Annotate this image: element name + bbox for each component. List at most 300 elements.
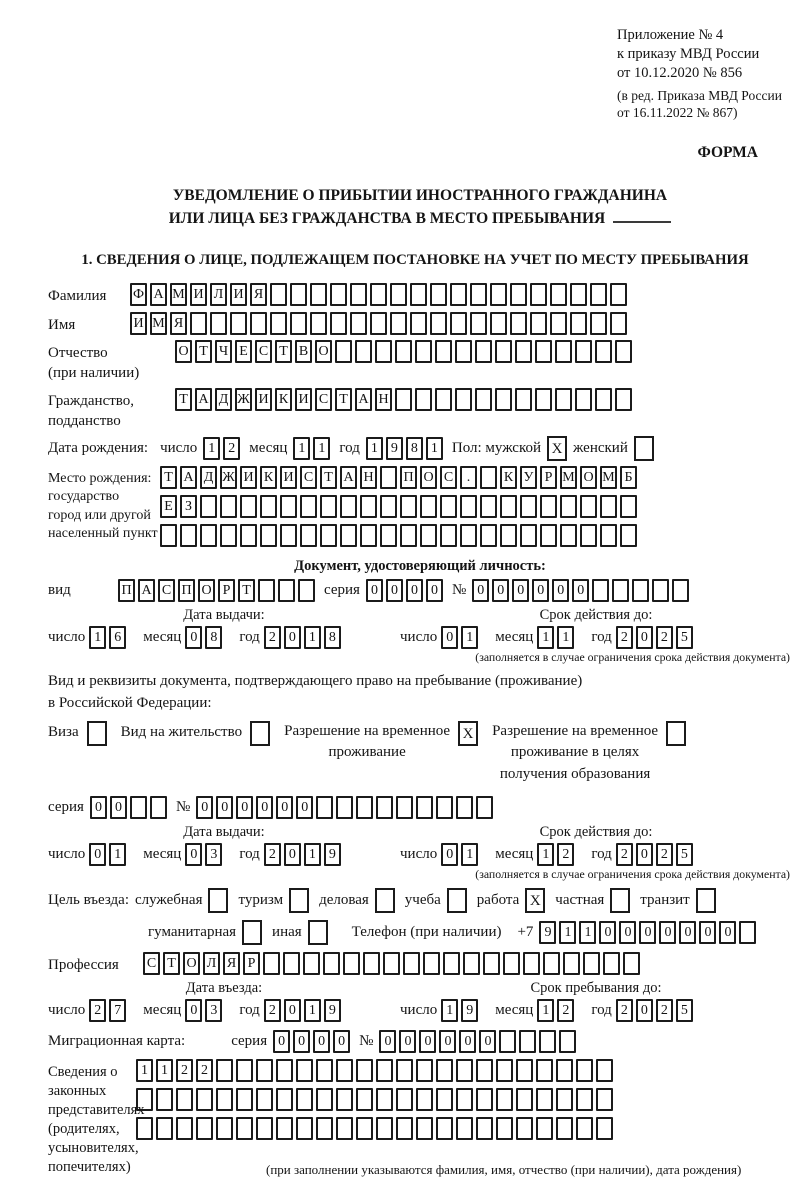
char-cell[interactable]: 0 (459, 1030, 476, 1053)
char-cell[interactable] (456, 796, 473, 819)
char-cell[interactable] (270, 312, 287, 335)
char-cell[interactable]: Е (160, 495, 177, 518)
char-cell[interactable]: 1 (136, 1059, 153, 1082)
char-cell[interactable] (336, 1059, 353, 1082)
char-cell[interactable]: 0 (313, 1030, 330, 1053)
char-cell[interactable] (280, 524, 297, 547)
char-cell[interactable]: Ж (235, 388, 252, 411)
char-cell[interactable] (320, 524, 337, 547)
char-cell[interactable]: 1 (89, 626, 106, 649)
char-cell[interactable]: 0 (441, 626, 458, 649)
char-cell[interactable] (336, 1117, 353, 1140)
char-cell[interactable]: И (280, 466, 297, 489)
char-cell[interactable] (470, 312, 487, 335)
char-cell[interactable] (590, 283, 607, 306)
char-cell[interactable] (540, 495, 557, 518)
char-cell[interactable] (430, 283, 447, 306)
char-cell[interactable]: М (150, 312, 167, 335)
char-cell[interactable] (150, 796, 167, 819)
char-cell[interactable]: 1 (426, 437, 443, 460)
char-cell[interactable]: П (400, 466, 417, 489)
char-cell[interactable]: И (130, 312, 147, 335)
char-cell[interactable] (263, 952, 280, 975)
char-cell[interactable]: 0 (532, 579, 549, 602)
char-cell[interactable]: 9 (386, 437, 403, 460)
char-cell[interactable]: 2 (176, 1059, 193, 1082)
char-cell[interactable] (652, 579, 669, 602)
char-cell[interactable] (536, 1117, 553, 1140)
char-cell[interactable]: 0 (699, 921, 716, 944)
char-cell[interactable] (523, 952, 540, 975)
char-cell[interactable] (276, 1088, 293, 1111)
char-cell[interactable]: 0 (406, 579, 423, 602)
char-cell[interactable] (555, 340, 572, 363)
char-cell[interactable] (739, 921, 756, 944)
char-cell[interactable] (130, 796, 147, 819)
char-cell[interactable] (276, 1117, 293, 1140)
char-cell[interactable] (570, 283, 587, 306)
char-cell[interactable] (592, 579, 609, 602)
char-cell[interactable] (583, 952, 600, 975)
char-cell[interactable] (296, 1117, 313, 1140)
char-cell[interactable] (516, 1088, 533, 1111)
char-cell[interactable]: 2 (223, 437, 240, 460)
char-cell[interactable]: Е (235, 340, 252, 363)
char-cell[interactable] (240, 524, 257, 547)
char-cell[interactable]: С (440, 466, 457, 489)
char-cell[interactable] (260, 524, 277, 547)
char-cell[interactable]: А (195, 388, 212, 411)
char-cell[interactable] (156, 1088, 173, 1111)
char-cell[interactable]: И (190, 283, 207, 306)
purpose-humanitarian-checkbox[interactable] (242, 920, 262, 945)
char-cell[interactable]: 0 (185, 843, 202, 866)
char-cell[interactable]: 0 (719, 921, 736, 944)
char-cell[interactable]: 9 (539, 921, 556, 944)
char-cell[interactable]: 2 (196, 1059, 213, 1082)
char-cell[interactable] (276, 1059, 293, 1082)
char-cell[interactable]: 5 (676, 999, 693, 1022)
char-cell[interactable]: 0 (276, 796, 293, 819)
char-cell[interactable] (600, 495, 617, 518)
char-cell[interactable] (383, 952, 400, 975)
char-cell[interactable] (436, 1088, 453, 1111)
char-cell[interactable] (340, 524, 357, 547)
char-cell[interactable]: 2 (89, 999, 106, 1022)
char-cell[interactable] (580, 524, 597, 547)
char-cell[interactable]: А (138, 579, 155, 602)
char-cell[interactable]: 0 (89, 843, 106, 866)
char-cell[interactable] (543, 952, 560, 975)
char-cell[interactable] (576, 1059, 593, 1082)
char-cell[interactable] (196, 1088, 213, 1111)
char-cell[interactable] (230, 312, 247, 335)
char-cell[interactable]: Р (540, 466, 557, 489)
char-cell[interactable]: 3 (205, 843, 222, 866)
char-cell[interactable] (416, 1088, 433, 1111)
char-cell[interactable]: 0 (236, 796, 253, 819)
char-cell[interactable] (595, 388, 612, 411)
char-cell[interactable] (336, 796, 353, 819)
char-cell[interactable] (370, 283, 387, 306)
char-cell[interactable] (456, 1059, 473, 1082)
char-cell[interactable]: Ч (215, 340, 232, 363)
char-cell[interactable] (396, 1059, 413, 1082)
char-cell[interactable]: И (230, 283, 247, 306)
char-cell[interactable]: 0 (284, 626, 301, 649)
char-cell[interactable] (470, 283, 487, 306)
char-cell[interactable] (403, 952, 420, 975)
char-cell[interactable]: О (315, 340, 332, 363)
char-cell[interactable]: 0 (636, 999, 653, 1022)
purpose-business-trip-checkbox[interactable] (208, 888, 228, 913)
char-cell[interactable]: 0 (639, 921, 656, 944)
char-cell[interactable]: 2 (264, 999, 281, 1022)
char-cell[interactable] (300, 524, 317, 547)
char-cell[interactable] (258, 579, 275, 602)
char-cell[interactable] (370, 312, 387, 335)
char-cell[interactable]: 0 (293, 1030, 310, 1053)
char-cell[interactable]: 0 (572, 579, 589, 602)
purpose-other-checkbox[interactable] (308, 920, 328, 945)
char-cell[interactable]: М (560, 466, 577, 489)
char-cell[interactable] (450, 283, 467, 306)
char-cell[interactable]: 0 (399, 1030, 416, 1053)
char-cell[interactable] (455, 388, 472, 411)
char-cell[interactable] (296, 1088, 313, 1111)
char-cell[interactable] (430, 312, 447, 335)
char-cell[interactable] (220, 495, 237, 518)
char-cell[interactable] (360, 495, 377, 518)
char-cell[interactable]: 8 (406, 437, 423, 460)
char-cell[interactable]: А (180, 466, 197, 489)
char-cell[interactable] (316, 796, 333, 819)
char-cell[interactable]: 2 (264, 843, 281, 866)
char-cell[interactable] (320, 495, 337, 518)
char-cell[interactable] (216, 1059, 233, 1082)
char-cell[interactable] (396, 796, 413, 819)
char-cell[interactable]: 0 (419, 1030, 436, 1053)
char-cell[interactable]: О (580, 466, 597, 489)
char-cell[interactable] (500, 495, 517, 518)
char-cell[interactable] (476, 1117, 493, 1140)
char-cell[interactable]: 6 (109, 626, 126, 649)
char-cell[interactable]: О (198, 579, 215, 602)
char-cell[interactable]: 1 (203, 437, 220, 460)
char-cell[interactable]: Т (175, 388, 192, 411)
char-cell[interactable] (240, 495, 257, 518)
char-cell[interactable] (450, 312, 467, 335)
char-cell[interactable] (220, 524, 237, 547)
char-cell[interactable] (520, 495, 537, 518)
char-cell[interactable] (160, 524, 177, 547)
char-cell[interactable]: 1 (304, 626, 321, 649)
char-cell[interactable] (463, 952, 480, 975)
char-cell[interactable] (380, 524, 397, 547)
char-cell[interactable]: Б (620, 466, 637, 489)
char-cell[interactable]: Р (243, 952, 260, 975)
char-cell[interactable]: 1 (537, 999, 554, 1022)
char-cell[interactable] (520, 524, 537, 547)
char-cell[interactable]: Т (238, 579, 255, 602)
char-cell[interactable] (570, 312, 587, 335)
char-cell[interactable] (615, 340, 632, 363)
char-cell[interactable] (390, 312, 407, 335)
char-cell[interactable] (443, 952, 460, 975)
char-cell[interactable] (436, 1117, 453, 1140)
char-cell[interactable]: 0 (379, 1030, 396, 1053)
char-cell[interactable] (323, 952, 340, 975)
char-cell[interactable] (416, 796, 433, 819)
char-cell[interactable] (410, 312, 427, 335)
char-cell[interactable]: 1 (537, 843, 554, 866)
char-cell[interactable]: У (520, 466, 537, 489)
char-cell[interactable] (278, 579, 295, 602)
char-cell[interactable]: 1 (304, 999, 321, 1022)
char-cell[interactable]: 1 (461, 626, 478, 649)
char-cell[interactable] (435, 340, 452, 363)
temp-residence-education-checkbox[interactable] (666, 721, 686, 746)
char-cell[interactable] (335, 340, 352, 363)
char-cell[interactable]: 2 (557, 843, 574, 866)
char-cell[interactable]: Т (275, 340, 292, 363)
char-cell[interactable] (376, 1088, 393, 1111)
char-cell[interactable] (210, 312, 227, 335)
char-cell[interactable] (515, 388, 532, 411)
char-cell[interactable]: 0 (386, 579, 403, 602)
char-cell[interactable] (156, 1117, 173, 1140)
char-cell[interactable] (510, 312, 527, 335)
char-cell[interactable] (490, 283, 507, 306)
char-cell[interactable] (280, 495, 297, 518)
char-cell[interactable] (560, 524, 577, 547)
char-cell[interactable] (530, 312, 547, 335)
char-cell[interactable] (456, 1088, 473, 1111)
char-cell[interactable] (298, 579, 315, 602)
char-cell[interactable] (356, 1059, 373, 1082)
char-cell[interactable] (236, 1117, 253, 1140)
char-cell[interactable] (483, 952, 500, 975)
char-cell[interactable] (410, 283, 427, 306)
char-cell[interactable]: И (255, 388, 272, 411)
char-cell[interactable] (416, 1117, 433, 1140)
char-cell[interactable] (632, 579, 649, 602)
char-cell[interactable] (190, 312, 207, 335)
char-cell[interactable] (600, 524, 617, 547)
char-cell[interactable] (436, 1059, 453, 1082)
temp-residence-checkbox[interactable]: X (458, 721, 478, 746)
char-cell[interactable] (356, 1088, 373, 1111)
purpose-work-checkbox[interactable]: X (525, 888, 545, 913)
char-cell[interactable] (200, 524, 217, 547)
char-cell[interactable] (380, 466, 397, 489)
char-cell[interactable]: 0 (439, 1030, 456, 1053)
char-cell[interactable]: А (355, 388, 372, 411)
char-cell[interactable] (380, 495, 397, 518)
char-cell[interactable]: К (500, 466, 517, 489)
char-cell[interactable] (595, 340, 612, 363)
char-cell[interactable]: 2 (656, 999, 673, 1022)
char-cell[interactable] (490, 312, 507, 335)
char-cell[interactable]: 1 (293, 437, 310, 460)
char-cell[interactable]: Р (218, 579, 235, 602)
char-cell[interactable]: 0 (333, 1030, 350, 1053)
char-cell[interactable]: 1 (537, 626, 554, 649)
char-cell[interactable] (440, 495, 457, 518)
char-cell[interactable] (495, 388, 512, 411)
char-cell[interactable]: 0 (366, 579, 383, 602)
char-cell[interactable] (423, 952, 440, 975)
char-cell[interactable]: О (183, 952, 200, 975)
char-cell[interactable] (355, 340, 372, 363)
char-cell[interactable] (556, 1117, 573, 1140)
char-cell[interactable] (316, 1117, 333, 1140)
char-cell[interactable] (550, 312, 567, 335)
char-cell[interactable] (296, 1059, 313, 1082)
char-cell[interactable]: Д (215, 388, 232, 411)
char-cell[interactable] (456, 1117, 473, 1140)
char-cell[interactable] (375, 340, 392, 363)
char-cell[interactable] (535, 340, 552, 363)
visa-checkbox[interactable] (87, 721, 107, 746)
char-cell[interactable]: 1 (559, 921, 576, 944)
char-cell[interactable] (216, 1117, 233, 1140)
char-cell[interactable]: 0 (599, 921, 616, 944)
char-cell[interactable] (395, 388, 412, 411)
char-cell[interactable]: 5 (676, 626, 693, 649)
char-cell[interactable] (416, 1059, 433, 1082)
char-cell[interactable]: С (158, 579, 175, 602)
char-cell[interactable] (519, 1030, 536, 1053)
char-cell[interactable]: Т (160, 466, 177, 489)
char-cell[interactable] (615, 388, 632, 411)
char-cell[interactable]: 7 (109, 999, 126, 1022)
char-cell[interactable] (480, 466, 497, 489)
char-cell[interactable] (290, 312, 307, 335)
char-cell[interactable] (499, 1030, 516, 1053)
char-cell[interactable]: 0 (196, 796, 213, 819)
char-cell[interactable] (576, 1117, 593, 1140)
char-cell[interactable]: Ж (220, 466, 237, 489)
char-cell[interactable]: 3 (205, 999, 222, 1022)
char-cell[interactable] (480, 524, 497, 547)
char-cell[interactable]: 2 (264, 626, 281, 649)
char-cell[interactable]: С (315, 388, 332, 411)
char-cell[interactable] (180, 524, 197, 547)
char-cell[interactable] (496, 1059, 513, 1082)
char-cell[interactable] (363, 952, 380, 975)
char-cell[interactable] (435, 388, 452, 411)
char-cell[interactable] (330, 283, 347, 306)
char-cell[interactable] (480, 495, 497, 518)
char-cell[interactable]: 2 (616, 843, 633, 866)
char-cell[interactable] (270, 283, 287, 306)
char-cell[interactable] (256, 1117, 273, 1140)
char-cell[interactable]: 1 (579, 921, 596, 944)
char-cell[interactable]: 9 (324, 843, 341, 866)
char-cell[interactable] (623, 952, 640, 975)
char-cell[interactable] (495, 340, 512, 363)
char-cell[interactable] (283, 952, 300, 975)
char-cell[interactable]: О (420, 466, 437, 489)
char-cell[interactable] (216, 1088, 233, 1111)
char-cell[interactable] (236, 1088, 253, 1111)
char-cell[interactable] (400, 495, 417, 518)
char-cell[interactable] (356, 796, 373, 819)
char-cell[interactable] (415, 388, 432, 411)
char-cell[interactable]: Ф (130, 283, 147, 306)
char-cell[interactable]: 0 (216, 796, 233, 819)
char-cell[interactable] (256, 1059, 273, 1082)
char-cell[interactable] (290, 283, 307, 306)
char-cell[interactable]: Т (163, 952, 180, 975)
char-cell[interactable]: 2 (557, 999, 574, 1022)
char-cell[interactable] (440, 524, 457, 547)
char-cell[interactable] (555, 388, 572, 411)
char-cell[interactable]: П (118, 579, 135, 602)
char-cell[interactable] (560, 495, 577, 518)
char-cell[interactable] (496, 1088, 513, 1111)
char-cell[interactable]: С (255, 340, 272, 363)
char-cell[interactable]: 1 (557, 626, 574, 649)
residence-permit-checkbox[interactable] (250, 721, 270, 746)
char-cell[interactable]: 0 (90, 796, 107, 819)
purpose-transit-checkbox[interactable] (696, 888, 716, 913)
char-cell[interactable] (310, 283, 327, 306)
char-cell[interactable] (260, 495, 277, 518)
char-cell[interactable] (436, 796, 453, 819)
char-cell[interactable]: 0 (472, 579, 489, 602)
char-cell[interactable]: . (460, 466, 477, 489)
char-cell[interactable] (603, 952, 620, 975)
char-cell[interactable] (672, 579, 689, 602)
char-cell[interactable] (580, 495, 597, 518)
char-cell[interactable] (196, 1117, 213, 1140)
char-cell[interactable] (475, 340, 492, 363)
purpose-business-checkbox[interactable] (375, 888, 395, 913)
char-cell[interactable]: 1 (366, 437, 383, 460)
char-cell[interactable] (360, 524, 377, 547)
char-cell[interactable]: Я (170, 312, 187, 335)
char-cell[interactable]: 1 (461, 843, 478, 866)
char-cell[interactable] (576, 1088, 593, 1111)
char-cell[interactable] (356, 1117, 373, 1140)
purpose-private-checkbox[interactable] (610, 888, 630, 913)
char-cell[interactable] (516, 1117, 533, 1140)
char-cell[interactable] (316, 1088, 333, 1111)
char-cell[interactable] (455, 340, 472, 363)
char-cell[interactable]: 0 (273, 1030, 290, 1053)
char-cell[interactable] (460, 524, 477, 547)
char-cell[interactable]: 0 (636, 626, 653, 649)
female-checkbox[interactable] (634, 436, 654, 461)
char-cell[interactable] (395, 340, 412, 363)
char-cell[interactable] (415, 340, 432, 363)
char-cell[interactable]: 9 (324, 999, 341, 1022)
char-cell[interactable]: 8 (205, 626, 222, 649)
char-cell[interactable]: М (170, 283, 187, 306)
char-cell[interactable]: 1 (441, 999, 458, 1022)
char-cell[interactable] (596, 1059, 613, 1082)
char-cell[interactable] (476, 796, 493, 819)
char-cell[interactable]: И (240, 466, 257, 489)
char-cell[interactable]: Я (250, 283, 267, 306)
char-cell[interactable] (596, 1117, 613, 1140)
char-cell[interactable]: 0 (659, 921, 676, 944)
char-cell[interactable]: М (600, 466, 617, 489)
purpose-study-checkbox[interactable] (447, 888, 467, 913)
char-cell[interactable]: Л (210, 283, 227, 306)
